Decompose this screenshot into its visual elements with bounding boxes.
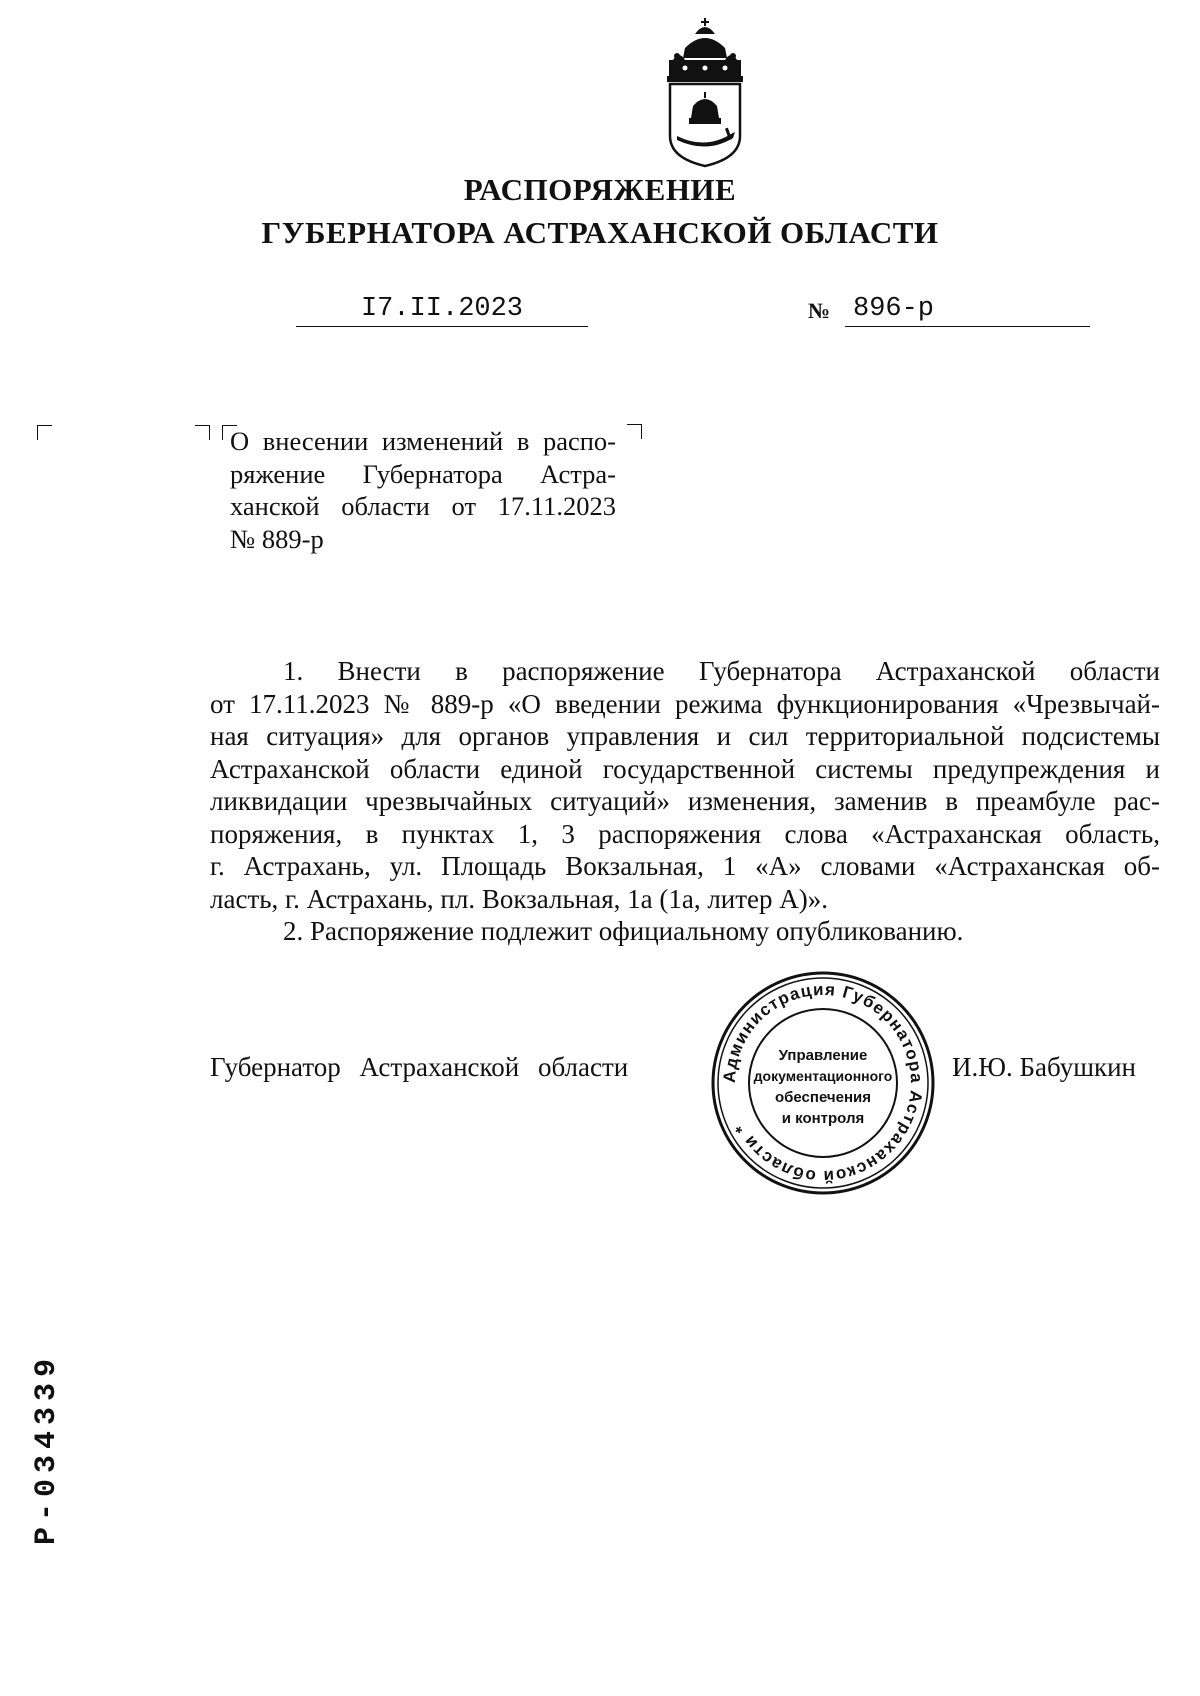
number-sign: № bbox=[808, 298, 831, 323]
stamp-center-line: документационного bbox=[753, 1068, 893, 1084]
stamp-center-line: Управление bbox=[778, 1047, 868, 1064]
body-line: ликвидации чрезвычайных ситуаций» изменения, заменив в преамбуле рас- bbox=[210, 786, 1160, 816]
stamp-center-line: и контроля bbox=[781, 1110, 865, 1127]
issuer-title: ГУБЕРНАТОРА АСТРАХАНСКОЙ ОБЛАСТИ bbox=[261, 215, 939, 250]
subject-line: ханской области от 17.11.2023 bbox=[230, 491, 616, 521]
document-subject bbox=[230, 425, 616, 555]
body-line: Астраханской области единой государственной системы предупреждения и bbox=[210, 753, 1160, 784]
document-date: I7.II.2023 bbox=[296, 292, 588, 327]
signatory-name: И.Ю. Бабушкин bbox=[952, 1052, 1137, 1082]
document-body bbox=[210, 655, 1160, 948]
body-line: г. Астрахань, ул. Площадь Вокзальная, 1 «А» словами «Астраханская об- bbox=[210, 851, 1160, 881]
body-line: 2. Распоряжение подлежит официальному опубликованию. bbox=[283, 916, 964, 946]
corner-mark bbox=[37, 425, 52, 440]
corner-mark bbox=[195, 425, 210, 440]
subject-line: № 889-р bbox=[230, 523, 324, 554]
signatory-position: Губернатор Астраханской области bbox=[210, 1052, 629, 1082]
corner-mark bbox=[627, 424, 642, 439]
stamp-center-line: обеспечения bbox=[774, 1089, 872, 1106]
body-line: поряжения, в пунктах 1, 3 распоряжения слова «Астраханская область, bbox=[210, 818, 1160, 849]
body-line: от 17.11.2023 № 889-р «О введении режима функционирования «Чрезвычай- bbox=[210, 688, 1160, 719]
subject-line: О внесении изменений в распо- bbox=[230, 426, 616, 456]
coat-of-arms-icon bbox=[655, 18, 755, 168]
body-line: ласть, г. Астрахань, пл. Вокзальная, 1а (1а, литер А)». bbox=[210, 883, 829, 914]
official-stamp bbox=[708, 968, 938, 1198]
form-serial-number: Р-034339 bbox=[30, 1352, 64, 1545]
document-type-title: РАСПОРЯЖЕНИЕ bbox=[463, 172, 737, 207]
subject-line: ряжение Губернатора Астра- bbox=[230, 458, 616, 489]
document-number: 896-р bbox=[845, 292, 1090, 327]
body-line: ная ситуация» для органов управления и сил территориальной подсистемы bbox=[210, 721, 1160, 751]
stamp-ring-text: Администрация Губернатора Астраханской области * bbox=[719, 979, 927, 1187]
body-line: 1. Внести в распоряжение Губернатора Астраханской области bbox=[283, 656, 1160, 686]
